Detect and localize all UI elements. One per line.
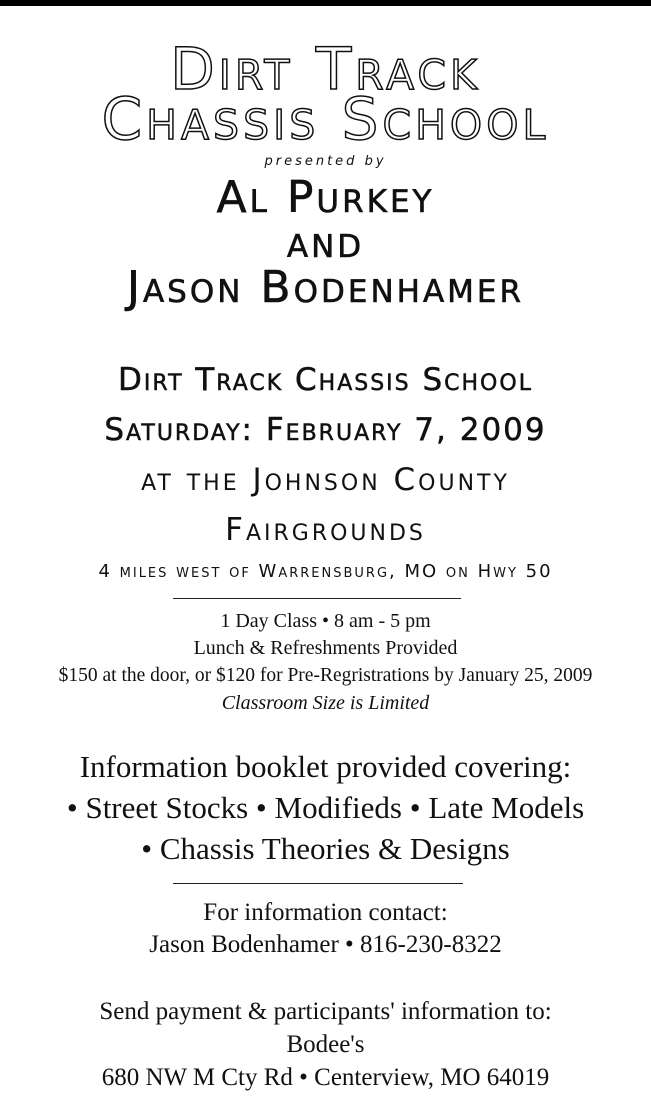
and-label: and (286, 217, 365, 268)
directions: 4 miles west of Warrensburg, MO on Hwy 50 (98, 561, 553, 582)
booklet-topics-1: • Street Stocks • Modifieds • Late Models (66, 790, 585, 825)
location-line-2: Fairgrounds (225, 512, 426, 548)
send-payment-label: Send payment & participants' information to: (99, 998, 552, 1025)
title-line-2: Chassis School (101, 85, 550, 153)
contact-person: Jason Bodenhamer • 816-230-8322 (149, 931, 502, 958)
booklet-topics-2: • Chassis Theories & Designs (141, 831, 510, 866)
business-address: 680 NW M Cty Rd • Centerview, MO 64019 (101, 1064, 550, 1091)
pricing: $150 at the door, or $120 for Pre-Regristrations by January 25, 2009 (58, 665, 593, 686)
class-time: 1 Day Class • 8 am - 5 pm (220, 610, 431, 632)
divider-1 (173, 598, 461, 599)
location-line-1: at the Johnson County (141, 462, 510, 498)
presenter-1: Al Purkey (216, 172, 435, 223)
lunch-note: Lunch & Refreshments Provided (193, 637, 458, 659)
event-name: Dirt Track Chassis School (118, 362, 533, 398)
event-date: Saturday: February 7, 2009 (104, 412, 547, 448)
presented-by-label: presented by (264, 154, 387, 169)
title-line-1: Dirt Track (170, 35, 481, 103)
business-name: Bodee's (286, 1031, 365, 1058)
divider-2 (173, 883, 463, 884)
presenter-2: Jason Bodenhamer (126, 262, 525, 313)
top-border (0, 0, 651, 6)
limited-note: Classroom Size is Limited (221, 692, 430, 714)
contact-label: For information contact: (203, 899, 448, 926)
booklet-intro: Information booklet provided covering: (79, 749, 572, 784)
